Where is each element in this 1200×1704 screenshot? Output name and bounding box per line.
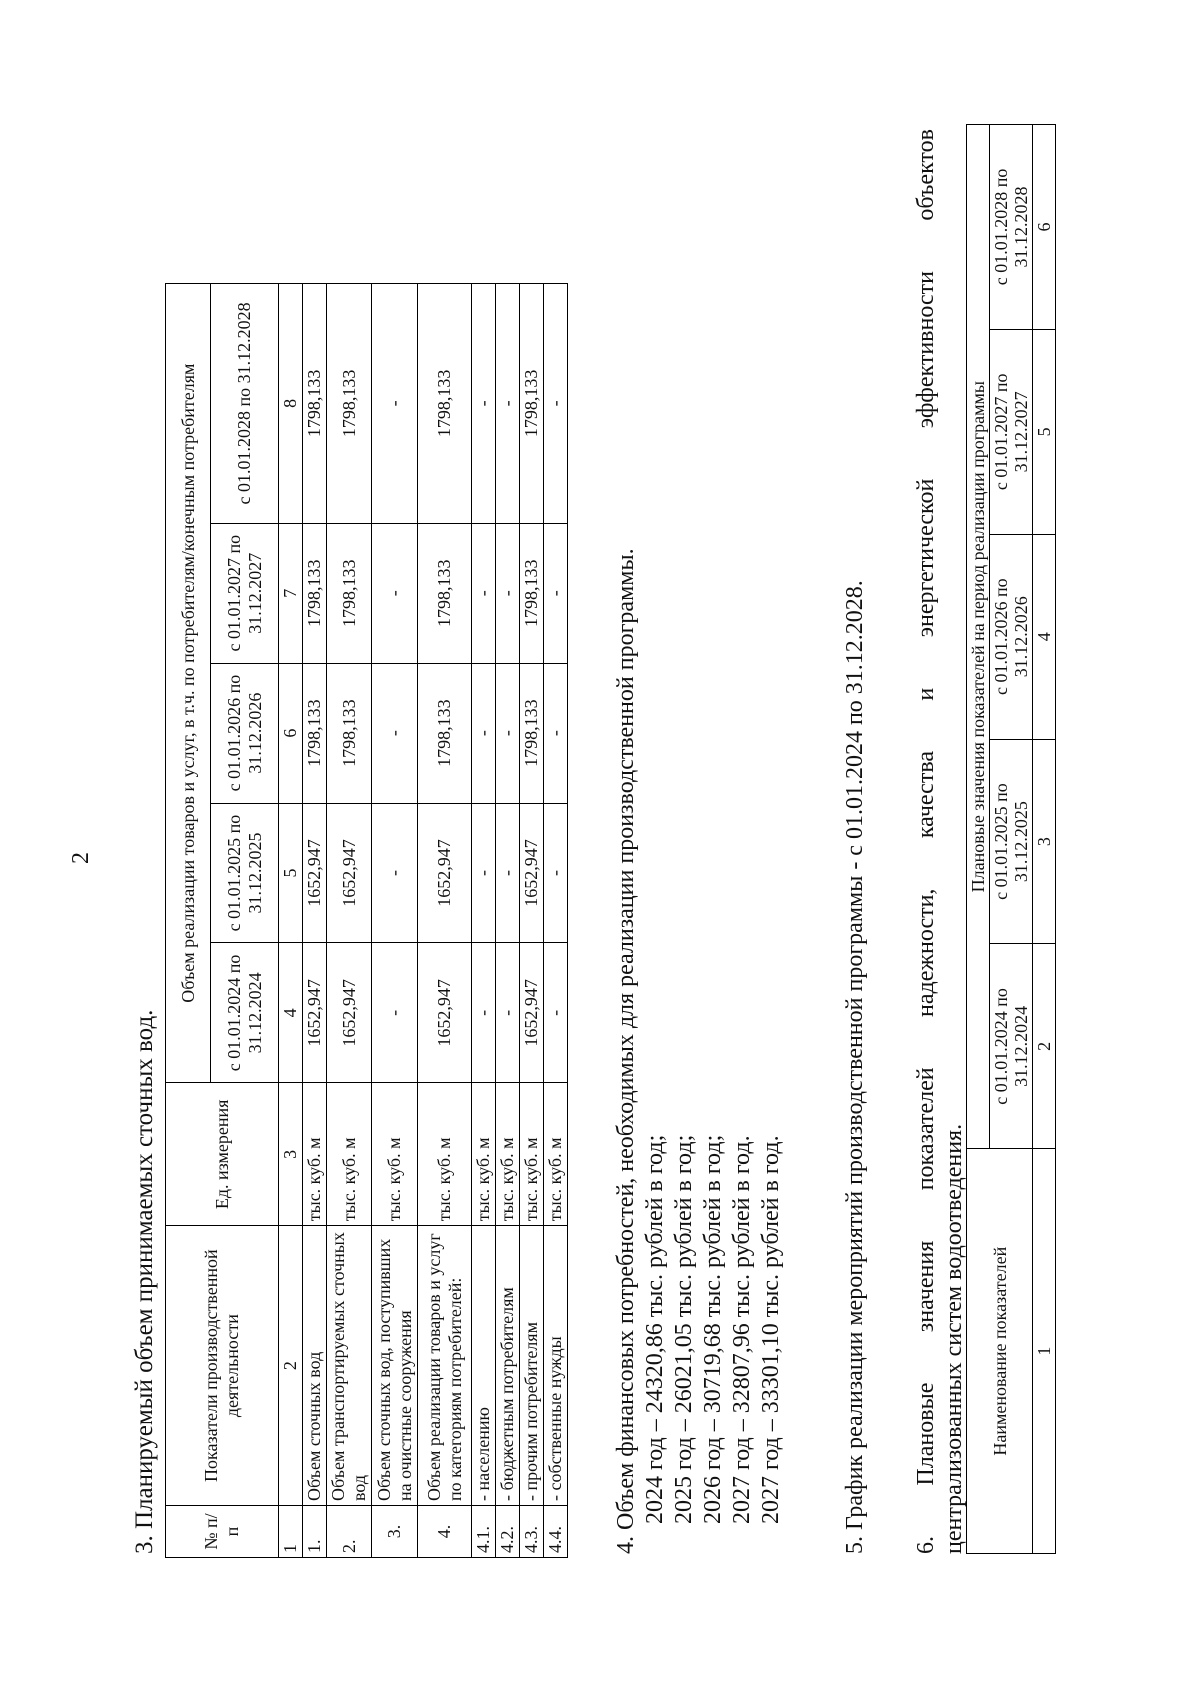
row-value: 1652,947 — [418, 943, 472, 1083]
column-number: 5 — [1033, 329, 1056, 534]
heading-word: значения — [913, 1240, 939, 1333]
page-number: 2 — [68, 852, 94, 864]
heading-word: Плановые — [913, 1382, 939, 1486]
row-num: 4.1. — [472, 1506, 496, 1558]
column-number: 2 — [1033, 944, 1056, 1149]
row-value: - — [472, 523, 496, 663]
column-number-row — [1033, 125, 1056, 1554]
section4-financial-needs — [612, 548, 786, 1554]
row-value: 1652,947 — [327, 803, 372, 943]
column-number: 3 — [1033, 739, 1056, 944]
header-period: с 01.01.2028 по 31.12.2028 — [211, 284, 279, 524]
column-number-row — [279, 284, 303, 1558]
column-number: 5 — [279, 803, 303, 943]
row-value: - — [372, 663, 418, 803]
column-number: 4 — [1033, 534, 1056, 739]
row-value: 1798,133 — [520, 523, 544, 663]
table-row — [496, 284, 520, 1558]
column-number: 3 — [279, 1083, 303, 1226]
table-row — [303, 284, 327, 1558]
row-value: - — [496, 943, 520, 1083]
column-number: 6 — [279, 663, 303, 803]
header-period: с 01.01.2026 по 31.12.2026 — [211, 663, 279, 803]
section6-line2: централизованных систем водоотведения. — [941, 1123, 967, 1554]
section6-line1 — [912, 129, 940, 1554]
section6-indicators-heading — [912, 129, 968, 1554]
heading-word: энергетической — [913, 478, 939, 638]
row-value: - — [372, 284, 418, 524]
heading-word: надежности, — [913, 888, 939, 1017]
financial-line: 2026 год – 30719,68 тыс. рублей в год; — [700, 1134, 726, 1524]
row-name: Объем реализации товаров и услуг по категориям потребителей: — [418, 1226, 472, 1506]
row-unit: тыс. куб. м — [472, 1083, 496, 1226]
header-volume-group: Объем реализации товаров и услуг, в т.ч. по потребителям/конечным потребителям — [166, 284, 211, 1083]
column-number: 1 — [1033, 1149, 1056, 1554]
table-row — [520, 284, 544, 1558]
row-value: 1652,947 — [418, 803, 472, 943]
row-value: - — [544, 803, 568, 943]
header-planned-values: Плановые значения показателей на период реализации программы — [967, 125, 990, 1149]
row-unit: тыс. куб. м — [418, 1083, 472, 1226]
row-unit: тыс. куб. м — [372, 1083, 418, 1226]
financial-line: 2025 год – 26021,05 тыс. рублей в год; — [671, 1134, 697, 1524]
row-value: 1798,133 — [327, 284, 372, 524]
table-row — [472, 284, 496, 1558]
row-value: 1798,133 — [303, 663, 327, 803]
financial-line: 2027 год – 32807,96 тыс. рублей в год. — [729, 1135, 755, 1524]
table-header-row — [166, 284, 211, 1558]
section5-schedule: 5. График реализации мероприятий производственной программы - с 01.01.2024 по 31.12.2028. — [842, 580, 868, 1554]
row-value: 1798,133 — [327, 523, 372, 663]
row-value: - — [544, 284, 568, 524]
row-unit: тыс. куб. м — [303, 1083, 327, 1226]
header-indicator: Показатели производственной деятельности — [166, 1226, 279, 1506]
heading-word: объектов — [913, 129, 939, 221]
row-value: - — [372, 803, 418, 943]
row-unit: тыс. куб. м — [544, 1083, 568, 1226]
header-period: с 01.01.2025 по 31.12.2025 — [211, 803, 279, 943]
header-period: с 01.01.2027 по 31.12.2027 — [990, 329, 1033, 534]
column-number: 8 — [279, 284, 303, 524]
section4-title: 4. Объем финансовых потребностей, необходимых для реализации производственной программы. — [613, 548, 639, 1554]
row-value: - — [472, 284, 496, 524]
header-period: с 01.01.2024 по 31.12.2024 — [990, 944, 1033, 1149]
row-num: 4.4. — [544, 1506, 568, 1558]
row-value: 1652,947 — [520, 943, 544, 1083]
column-number: 4 — [279, 943, 303, 1083]
heading-word: и — [913, 687, 939, 701]
row-name: - бюджетным потребителям — [496, 1226, 520, 1506]
row-value: - — [544, 943, 568, 1083]
row-value: - — [496, 284, 520, 524]
row-value: 1798,133 — [303, 523, 327, 663]
row-value: - — [472, 663, 496, 803]
row-num: 4.3. — [520, 1506, 544, 1558]
row-value: 1798,133 — [418, 284, 472, 524]
row-value: - — [372, 523, 418, 663]
heading-word: качества — [913, 751, 939, 839]
section3-title: 3. Планируемый объем принимаемых сточных вод. — [131, 1009, 158, 1554]
row-value: 1798,133 — [418, 523, 472, 663]
row-value: 1652,947 — [327, 943, 372, 1083]
row-num: 1. — [303, 1506, 327, 1558]
table-row — [544, 284, 568, 1558]
row-name: - населению — [472, 1226, 496, 1506]
header-period: с 01.01.2028 по 31.12.2028 — [990, 125, 1033, 330]
row-value: 1798,133 — [520, 663, 544, 803]
column-number: 1 — [279, 1506, 303, 1558]
column-number: 7 — [279, 523, 303, 663]
header-num: № п/п — [166, 1506, 279, 1558]
row-value: - — [372, 943, 418, 1083]
row-value: - — [496, 803, 520, 943]
row-name: Объем сточных вод — [303, 1226, 327, 1506]
table-row — [372, 284, 418, 1558]
row-value: 1798,133 — [418, 663, 472, 803]
column-number: 6 — [1033, 125, 1056, 330]
header-indicator-name: Наименование показателей — [967, 1149, 1033, 1554]
row-value: - — [496, 663, 520, 803]
row-value: 1798,133 — [303, 284, 327, 524]
row-unit: тыс. куб. м — [520, 1083, 544, 1226]
heading-word: показателей — [913, 1067, 939, 1191]
header-unit: Ед. измерения — [166, 1083, 279, 1226]
row-value: 1798,133 — [327, 663, 372, 803]
row-value: 1652,947 — [303, 803, 327, 943]
financial-line: 2027 год – 33301,10 тыс. рублей в год. — [758, 1135, 784, 1524]
row-name: Объем сточных вод, поступивших на очистные сооружения — [372, 1226, 418, 1506]
row-name: Объем транспортируемых сточных вод — [327, 1226, 372, 1506]
row-value: 1652,947 — [520, 803, 544, 943]
heading-word: эффективности — [913, 271, 939, 429]
row-value: - — [472, 943, 496, 1083]
column-number: 2 — [279, 1226, 303, 1506]
row-unit: тыс. куб. м — [496, 1083, 520, 1226]
row-value: - — [544, 663, 568, 803]
header-period: с 01.01.2026 по 31.12.2026 — [990, 534, 1033, 739]
row-num: 4.2. — [496, 1506, 520, 1558]
header-period: с 01.01.2024 по 31.12.2024 — [211, 943, 279, 1083]
table-row — [418, 284, 472, 1558]
row-unit: тыс. куб. м — [327, 1083, 372, 1226]
row-num: 4. — [418, 1506, 472, 1558]
row-name: - прочим потребителям — [520, 1226, 544, 1506]
heading-word: 6. — [913, 1536, 939, 1554]
wastewater-volume-table — [165, 283, 568, 1558]
indicators-table — [966, 124, 1056, 1554]
row-name: - собственные нужды — [544, 1226, 568, 1506]
row-value: 1798,133 — [520, 284, 544, 524]
row-value: - — [472, 803, 496, 943]
row-value: - — [544, 523, 568, 663]
table-header-row — [967, 125, 990, 1554]
row-num: 3. — [372, 1506, 418, 1558]
financial-line: 2024 год – 24320,86 тыс. рублей в год; — [642, 1134, 668, 1524]
table-row — [327, 284, 372, 1558]
row-num: 2. — [327, 1506, 372, 1558]
header-period: с 01.01.2025 по 31.12.2025 — [990, 739, 1033, 944]
header-period: с 01.01.2027 по 31.12.2027 — [211, 523, 279, 663]
row-value: 1652,947 — [303, 943, 327, 1083]
row-value: - — [496, 523, 520, 663]
